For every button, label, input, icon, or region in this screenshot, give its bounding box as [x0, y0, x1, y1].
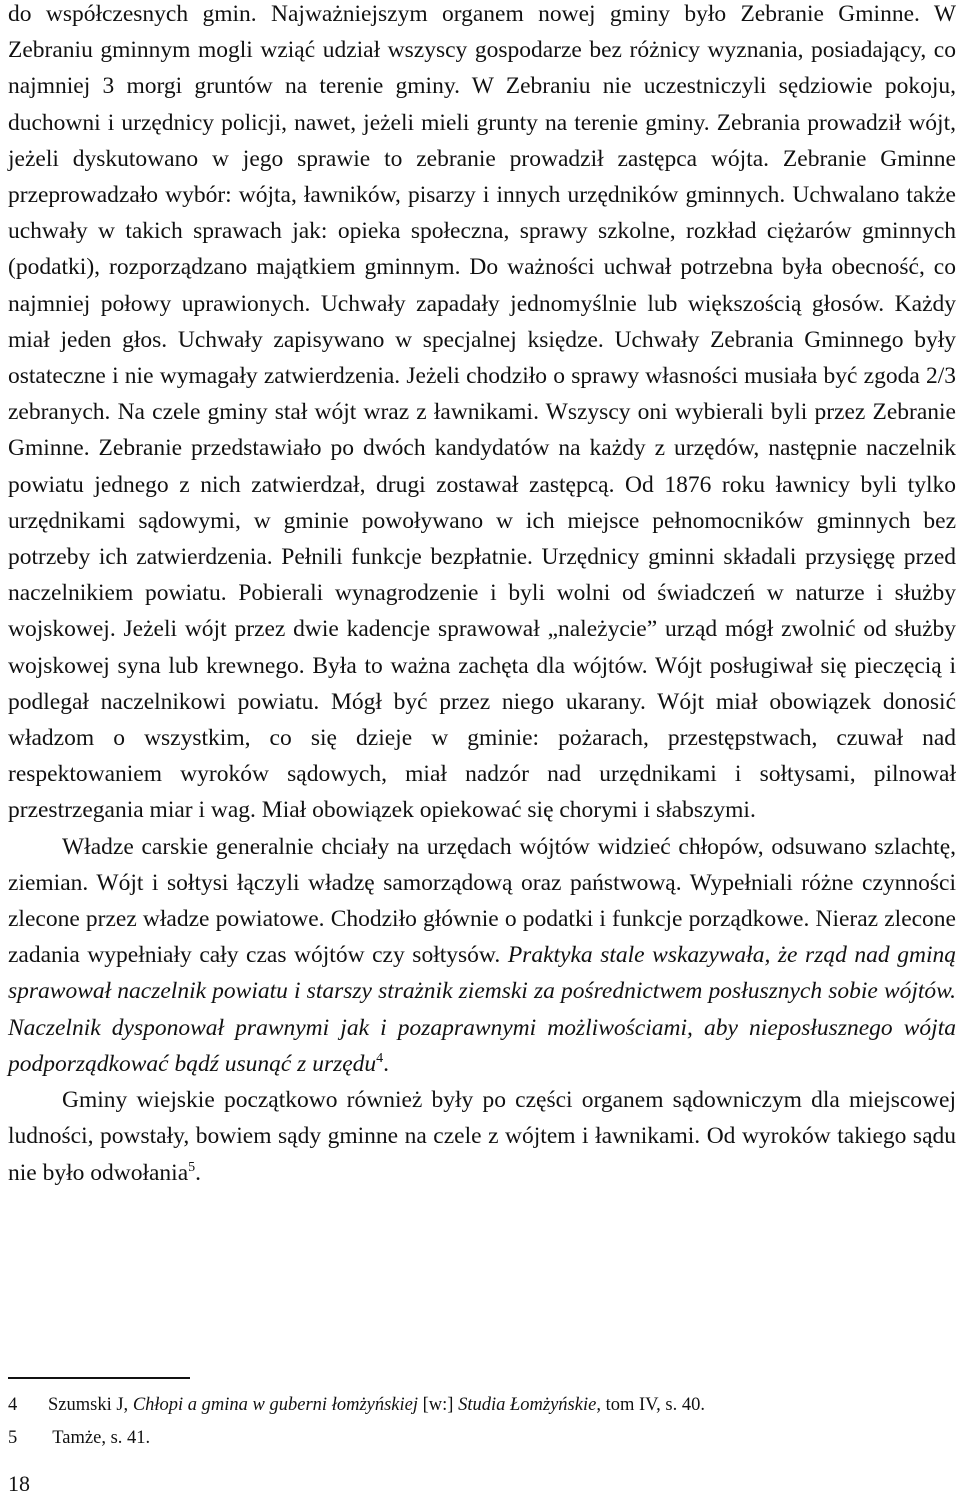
footnotes — [8, 1389, 956, 1455]
paragraph-3-end: . — [195, 1159, 202, 1186]
footnote-rest: , tom IV, s. 40. — [596, 1395, 705, 1415]
footnote-separator — [8, 1377, 190, 1379]
footnote-number: 5 — [8, 1428, 18, 1448]
footnote-title: Chłopi a gmina w guberni łomżyńskiej — [132, 1395, 419, 1415]
footnote-middle: [w:] — [418, 1395, 459, 1415]
paragraph-2-text: Władze carskie generalnie chciały na urzędach wójtów widzieć chłopów, odsuwano szlachtę, ziemian. Wójt i sołtysi łączyli władzę samorządową oraz państwową. Wypełniali różne czynności zlecone przez władze powiatowe. Chodziło głównie o podatki i funkcje porządkowe. Nieraz zlecone zadania wypełniały cały czas wójtów czy sołtysów. — [8, 833, 956, 969]
footnote-ref-4: 4 — [376, 1051, 384, 1067]
footnote-text: Tamże, s. 41. — [48, 1428, 151, 1448]
paragraph-3 — [8, 1082, 956, 1191]
paragraph-2 — [8, 829, 956, 1082]
footnote-4 — [8, 1389, 956, 1422]
footnote-author: Szumski J, — [48, 1395, 133, 1415]
page-body — [8, 0, 956, 1191]
paragraph-3-text: Gminy wiejskie początkowo również były po części organem sądowniczym dla miejscowej ludności, powstały, bowiem sądy gminne na czele z wójtem i ławnikami. Od wyroków takiego sądu nie było odwołania — [8, 1087, 956, 1186]
paragraph-2-italic: Praktyka stale wskazywała, że rząd nad gminą sprawował naczelnik powiatu i starszy strażnik ziemski za pośrednictwem posłusznych sobie wójtów. Naczelnik dysponował prawnymi jak i pozaprawnymi możliwościami, aby nieposłusznego wójta podporządkować bądź usunąć z urzędu — [8, 942, 956, 1077]
footnote-5 — [8, 1422, 956, 1455]
footnote-ref-5: 5 — [188, 1159, 196, 1175]
footnote-number: 4 — [8, 1395, 18, 1415]
paragraph-1: do współczesnych gmin. Najważniejszym organem nowej gminy było Zebranie Gminne. W Zebraniu gminnym mogli wziąć udział wszyscy gospodarze bez różnicy wyznania, posiadający, co najmniej 3 morgi gruntów na terenie gminy. W Zebraniu nie uczestniczyli sędziowie pokoju, duchowni i urzędnicy policji, nawet, jeżeli mieli grunty na terenie gminy. Zebrania prowadził wójt, jeżeli dyskutowano w jego sprawie to zebranie prowadził zastępca wójta. Zebranie Gminne przeprowadzało wybór: wójta, ławników, pisarzy i innych urzędników gminnych. Uchwalano także uchwały w takich sprawach jak: opieka społeczna, sprawy szkolne, rozkład ciężarów gminnych (podatki), rozporządzano majątkiem gminnym. Do ważności uchwał potrzebna była obecność, co najmniej połowy uprawionych. Uchwały zapadały jednomyślnie lub większością głosów. Każdy miał jeden głos. Uchwały zapisywano w specjalnej księdze. Uchwały Zebrania Gminnego były ostateczne i nie wymagały zatwierdzenia. Jeżeli chodziło o sprawy własności musiała być zgoda 2/3 zebranych. Na czele gminy stał wójt wraz z ławnikami. Wszyscy oni wybierali byli przez Zebranie Gminne. Zebranie przedstawiało po dwóch kandydatów na każdy z urzędów, następnie naczelnik powiatu jednego z nich zatwierdzał, drugi zostawał zastępcą. Od 1876 roku ławnicy byli tylko urzędnikami sądowymi, w gminie powoływano w ich miejsce pełnomocników gminnych bez potrzeby ich zatwierdzenia. Pełnili funkcje bezpłatnie. Urzędnicy gminni składali przysięgę przed naczelnikiem powiatu. Pobierali wynagrodzenie i byli wolni od świadczeń w naturze i służby wojskowej. Jeżeli wójt przez dwie kadencje sprawował „należycie” urząd mógł zwolnić od służby wojskowej syna lub krewnego. Była to ważna zachęta dla wójtów. Wójt posługiwał się pieczęcią i podlegał naczelnikowi powiatu. Mógł być przez niego ukarany. Wójt miał obowiązek donosić władzom o wszystkim, co się dzieje w gminie: pożarach, przestępstwach, czuwał nad respektowaniem wyroków sądowych, miał nadzór nad urzędnikami i sołtysami, pilnował przestrzegania miar i wag. Miał obowiązek opiekować się chorymi i słabszymi. — [8, 1, 956, 824]
paragraph-2-end: . — [383, 1050, 390, 1077]
page-number: 18 — [8, 1471, 30, 1496]
footnote-source: Studia Łomżyńskie — [458, 1395, 597, 1415]
